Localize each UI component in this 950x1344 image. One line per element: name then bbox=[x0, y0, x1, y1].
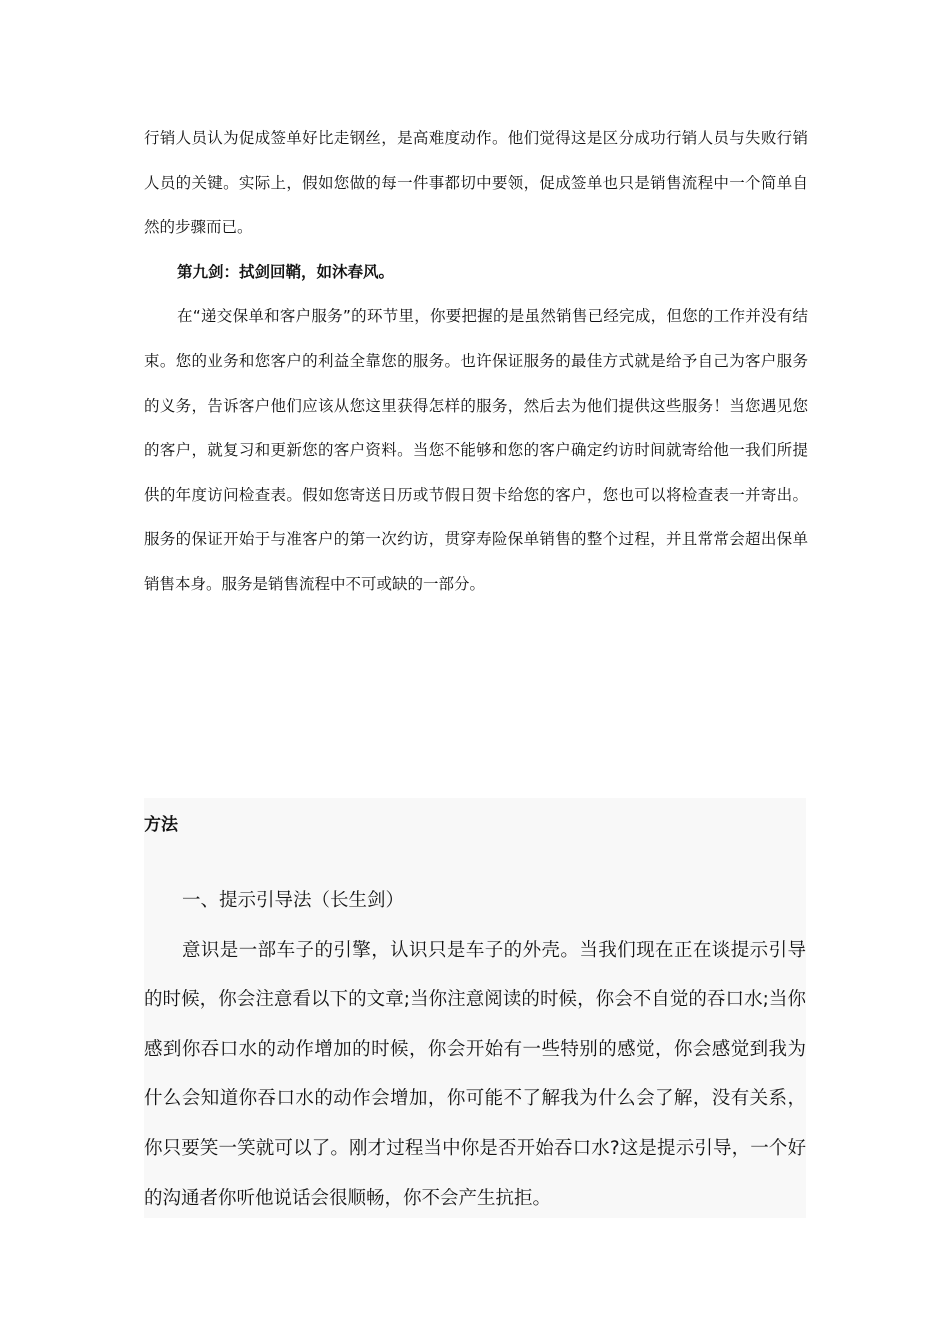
paragraph-service: 在“递交保单和客户服务”的环节里，你要把握的是虽然销售已经完成，但您的工作并没有结束。您的业务和您客户的利益全靠您的服务。也许保证服务的最佳方式就是给予自己为客户服务的义务，告诉客户他们应该从您这里获得怎样的服务，然后去为他们提供这些服务！当您遇见您的客户，就复习和更新您的客户资料。当您不能够和您的客户确定约访时间就寄给他一我们所提供的年度访问检查表。假如您寄送日历或节假日贺卡给您的客户，您也可以将检查表一并寄出。服务的保证开始于与准客户的第一次约访，贯穿寿险保单销售的整个过程，并且常常会超出保单销售本身。服务是销售流程中不可或缺的一部分。 bbox=[144, 307, 808, 593]
method-section bbox=[144, 798, 806, 1218]
method-paragraph: 意识是一部车子的引擎，认识只是车子的外壳。当我们现在正在谈提示引导的时候，你会注意看以下的文章;当你注意阅读的时候，你会不自觉的吞口水;当你感到你吞口水的动作增加的时候，你会开始有一些特别的感觉，你会感觉到我为什么会知道你吞口水的动作会增加，你可能不了解我为什么会了解，没有关系，你只要笑一笑就可以了。刚才过程当中你是否开始吞口水?这是提示引导，一个好的沟通者你听他说话会很顺畅，你不会产生抗拒。 bbox=[144, 939, 806, 1209]
top-section bbox=[144, 116, 808, 607]
method-body bbox=[144, 876, 806, 1223]
section-heading-ninth-sword: 第九剑：拭剑回鞘，如沐春风。 bbox=[177, 262, 395, 281]
method-title: 方法 bbox=[144, 815, 178, 835]
method-subtitle: 一、提示引导法（长生剑） bbox=[182, 890, 405, 911]
paragraph-closing-sale: 行销人员认为促成签单好比走钢丝，是高难度动作。他们觉得这是区分成功行销人员与失败行销人员的关键。实际上，假如您做的每一件事都切中要领，促成签单也只是销售流程中一个简单自然的步骤而已。 bbox=[144, 129, 808, 237]
